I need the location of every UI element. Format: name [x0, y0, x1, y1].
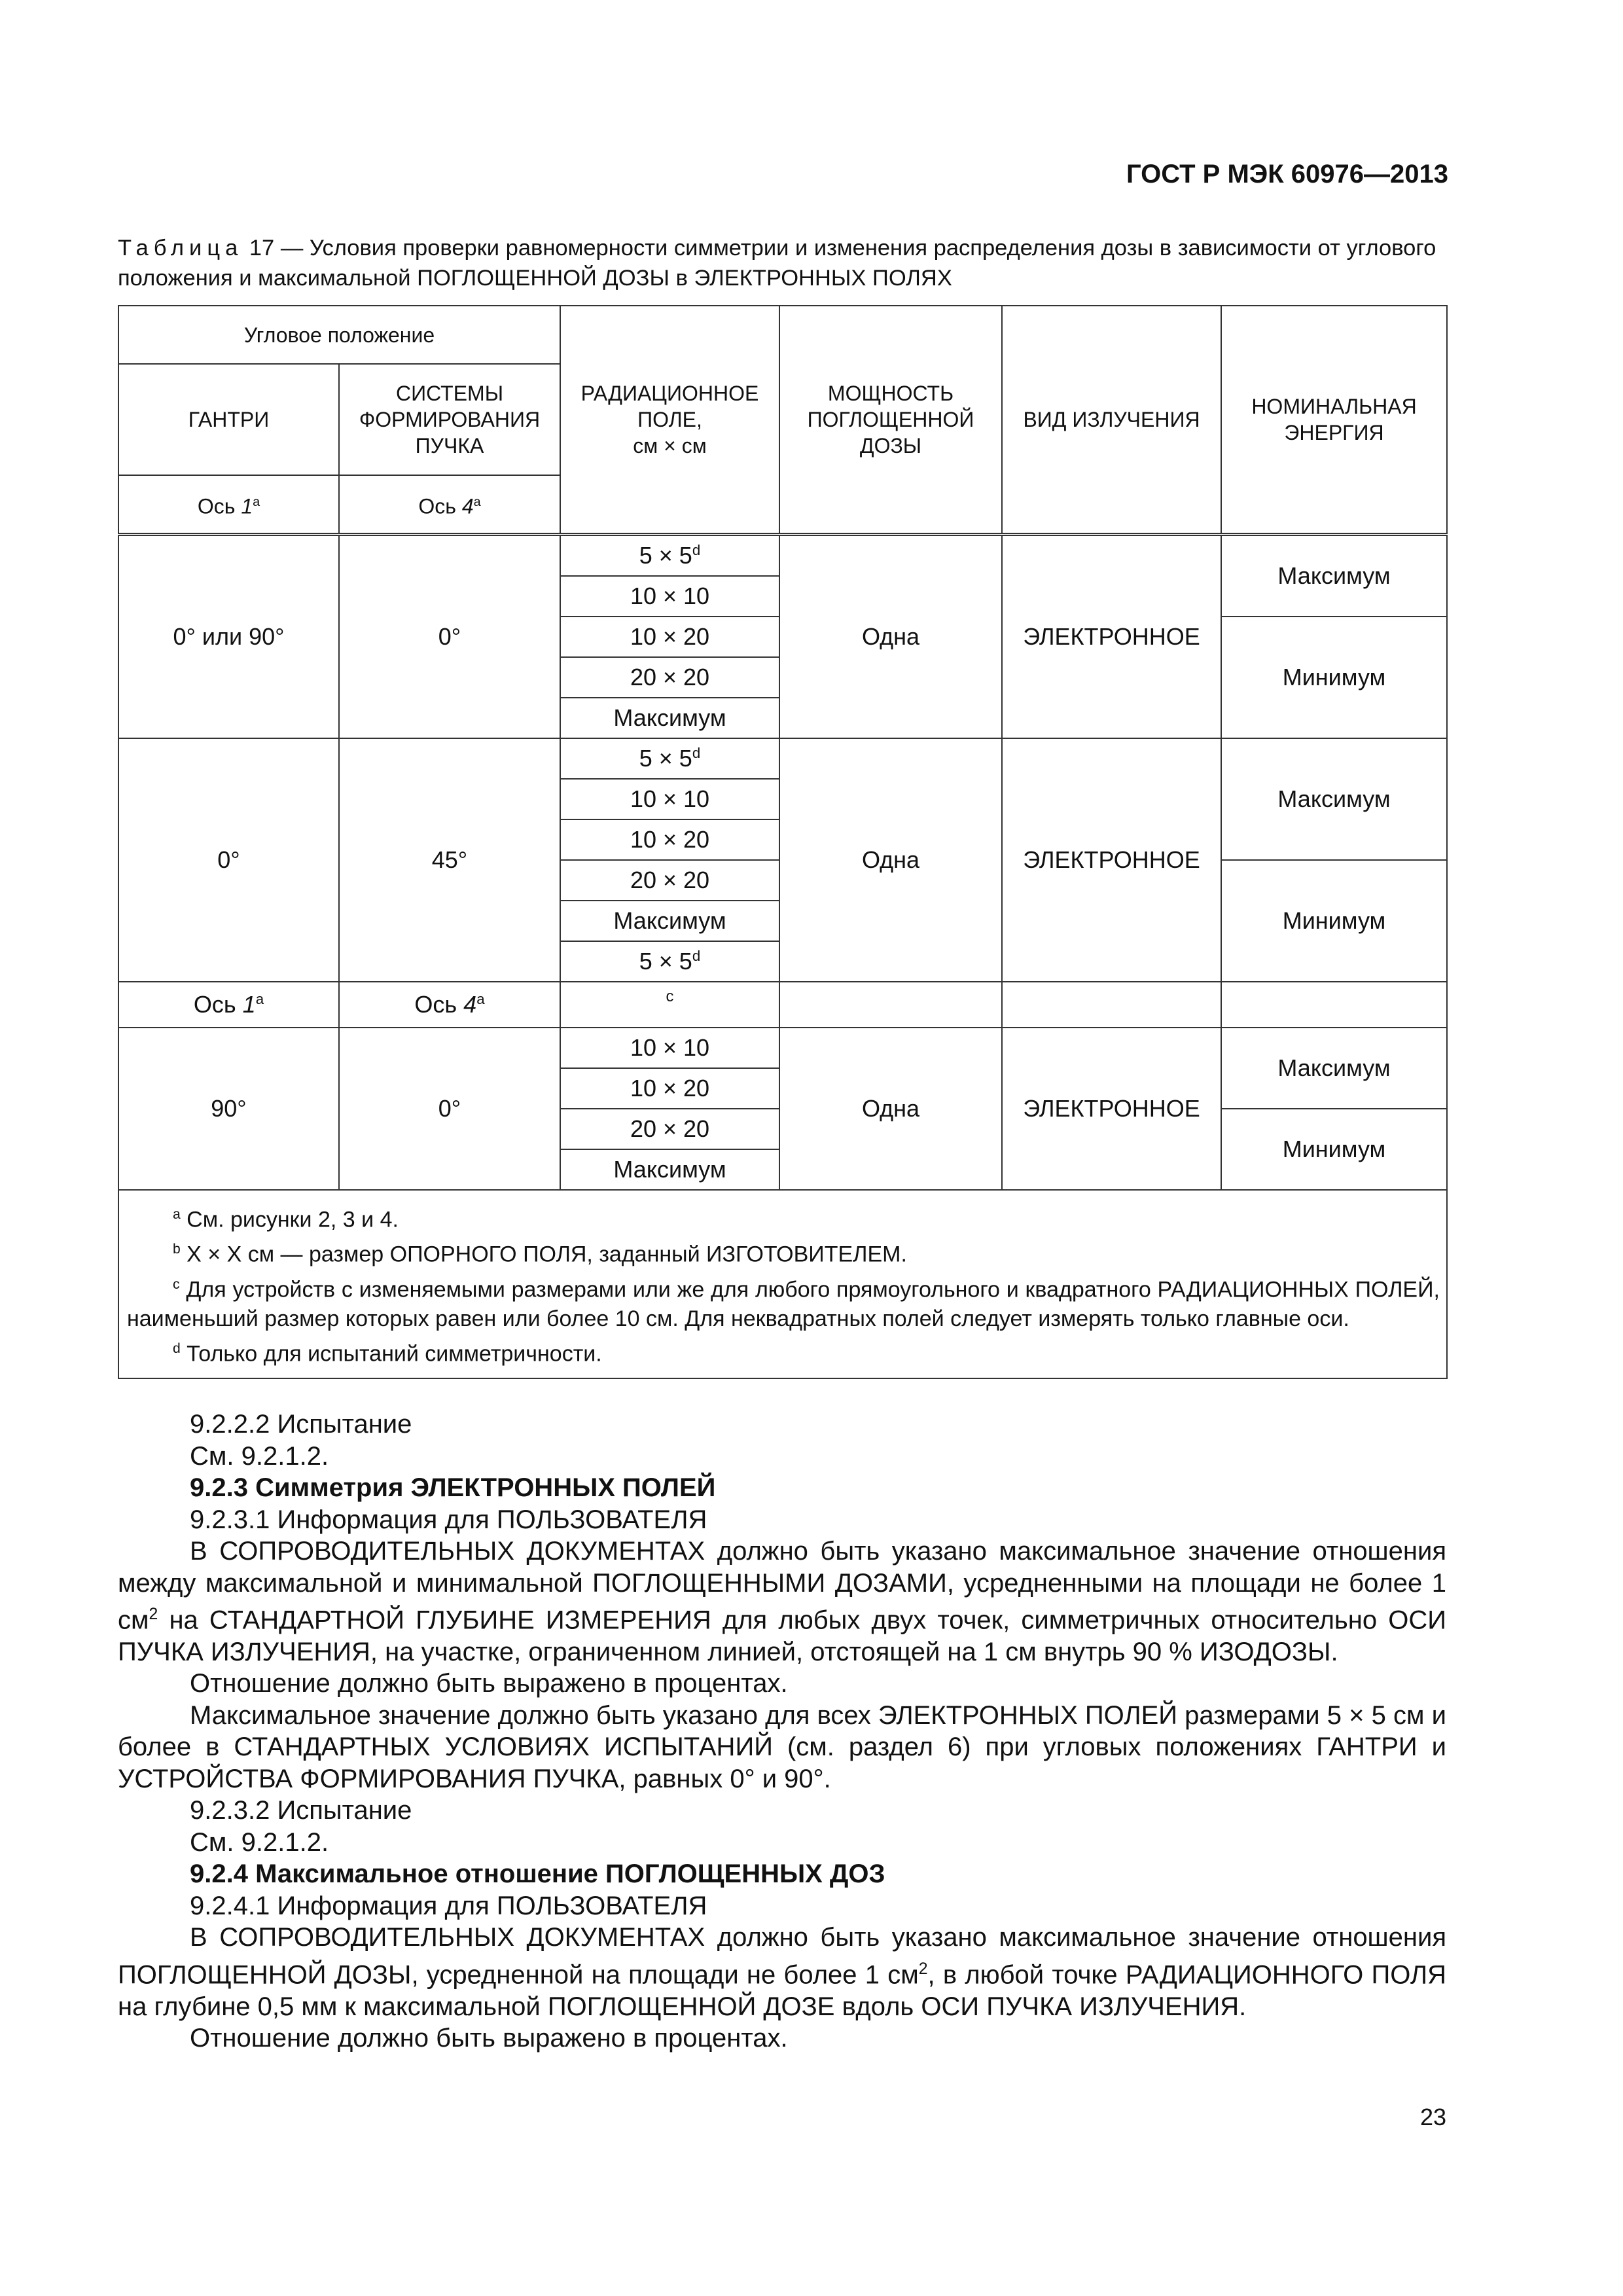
- gantry-cell: 0° или 90°: [118, 535, 339, 739]
- axis-number: 1: [241, 494, 253, 518]
- field-cell: Максимум: [560, 1149, 779, 1190]
- axis-label: Ось: [414, 991, 464, 1018]
- gantry-cell: 0°: [118, 738, 339, 982]
- header-gantry: ГАНТРИ: [118, 364, 339, 475]
- radiation-type-cell: ЭЛЕКТРОННОЕ: [1002, 535, 1221, 739]
- table-caption-text: 17 — Условия проверки равномерности симметрии и изменения распределения дозы в зависимости от углового положения и максимальной ПОГЛОЩЕННОЙ ДОЗЫ в ЭЛЕКТРОННЫХ ПОЛЯХ: [118, 236, 1436, 291]
- header-nominal-energy: НОМИНАЛЬНАЯ ЭНЕРГИЯ: [1221, 306, 1447, 535]
- field-cell: 20 × 20: [560, 860, 779, 901]
- field-cell: 10 × 10: [560, 779, 779, 819]
- footnote-mark: d: [692, 948, 701, 964]
- subsection-9-2-3-2: 9.2.3.2 Испытание: [190, 1796, 412, 1825]
- paragraph-text: на СТАНДАРТНОЙ ГЛУБИНЕ ИЗМЕРЕНИЯ для любых двух точек, симметричных относительно ОСИ ПУЧКА ИЗЛУЧЕНИЯ, на участке, ограниченном линией, отстоящей на 1 см внутрь 90 % ИЗОДОЗЫ.: [118, 1605, 1446, 1666]
- axis-label: Ось: [193, 991, 243, 1018]
- header-axis-4: [339, 475, 560, 535]
- table-caption: [118, 233, 1446, 293]
- subsection-9-2-3-1: 9.2.3.1 Информация для ПОЛЬЗОВАТЕЛЯ: [190, 1505, 707, 1534]
- subsection-9-2-4-1: 9.2.4.1 Информация для ПОЛЬЗОВАТЕЛЯ: [190, 1891, 707, 1920]
- beam-cell: 0°: [339, 1028, 560, 1190]
- see-reference: См. 9.2.1.2.: [190, 1441, 329, 1471]
- field-note-cell: c: [560, 982, 779, 1028]
- paragraph-text: В СОПРОВОДИТЕЛЬНЫХ ДОКУМЕНТАХ должно быть указано максимальное значение отношения между максимальной и минимальной ПОГЛОЩЕННЫМИ ДОЗАМИ, усредненными на площади не более 1 см: [118, 1537, 1446, 1635]
- empty-cell: [1221, 982, 1447, 1028]
- footnote: [127, 1234, 1440, 1269]
- energy-max-cell: Максимум: [1221, 535, 1447, 617]
- header-axis-1: [118, 475, 339, 535]
- footnote: [127, 1200, 1440, 1234]
- header-radiation-type: ВИД ИЗЛУЧЕНИЯ: [1002, 306, 1221, 535]
- footnote-text: Только для испытаний симметричности.: [180, 1341, 602, 1367]
- page-number: 23: [1419, 2104, 1446, 2130]
- superscript: 2: [149, 1605, 158, 1623]
- header-beam-system: СИСТЕМЫ ФОРМИРОВАНИЯ ПУЧКА: [339, 364, 560, 475]
- dose-rate-cell: Одна: [779, 535, 1002, 739]
- axis-1-cell: [118, 982, 339, 1028]
- header-field-units: см × см: [633, 434, 707, 457]
- header-radiation-field: [560, 306, 779, 535]
- empty-cell: [779, 982, 1002, 1028]
- paragraph: [118, 1922, 1446, 2022]
- field-cell: [560, 738, 779, 779]
- energy-max-cell: Максимум: [1221, 738, 1447, 860]
- superscript: 2: [918, 1960, 928, 1978]
- axis-number: 4: [463, 991, 477, 1018]
- paragraph: Максимальное значение должно быть указано для всех ЭЛЕКТРОННЫХ ПОЛЕЙ размерами 5 × 5 см и более в СТАНДАРТНЫХ УСЛОВИЯХ ИСПЫТАНИЙ (см. раздел 6) при угловых положениях ГАНТРИ и УСТРОЙСТВА ФОРМИРОВАНИЯ ПУЧКА, равных 0° и 90°.: [118, 1700, 1446, 1793]
- table-17: [118, 305, 1448, 1379]
- dose-rate-cell: Одна: [779, 1028, 1002, 1190]
- energy-min-cell: Минимум: [1221, 1109, 1447, 1190]
- field-cell: [560, 535, 779, 577]
- energy-max-cell: Максимум: [1221, 1028, 1447, 1109]
- field-cell: 10 × 10: [560, 1028, 779, 1068]
- paragraph-text: В СОПРОВОДИТЕЛЬНЫХ ДОКУМЕНТАХ должно быть указано максимальное значение отношения ПОГЛОЩЕННОЙ ДОЗЫ, усредненной на площади не более 1 см: [118, 1923, 1446, 1990]
- footnote-mark: а: [253, 495, 260, 510]
- paragraph: Отношение должно быть выражено в процентах.: [190, 2024, 788, 2053]
- field-cell: 10 × 20: [560, 1068, 779, 1109]
- field-size: 5 × 5: [639, 948, 692, 975]
- beam-cell: 0°: [339, 535, 560, 739]
- footnote-mark: d: [692, 745, 701, 761]
- footnote-mark: b: [173, 1242, 181, 1257]
- header-dose-rate: МОЩНОСТЬ ПОГЛОЩЕННОЙ ДОЗЫ: [779, 306, 1002, 535]
- energy-min-cell: Минимум: [1221, 860, 1447, 982]
- beam-cell: 45°: [339, 738, 560, 982]
- axis-4-cell: [339, 982, 560, 1028]
- field-size: 5 × 5: [639, 745, 692, 772]
- gantry-cell: 90°: [118, 1028, 339, 1190]
- field-cell: 10 × 20: [560, 617, 779, 657]
- footnote-text: См. рисунки 2, 3 и 4.: [180, 1207, 399, 1232]
- field-cell: [560, 941, 779, 982]
- footnote: [127, 1334, 1440, 1369]
- section-heading-9-2-3: 9.2.3 Симметрия ЭЛЕКТРОННЫХ ПОЛЕЙ: [190, 1473, 716, 1502]
- field-cell: 20 × 20: [560, 1109, 779, 1149]
- header-radiation-field-label: РАДИАЦИОННОЕ ПОЛЕ,: [580, 382, 759, 431]
- dose-rate-cell: Одна: [779, 738, 1002, 982]
- footnote-mark: а: [476, 991, 485, 1007]
- footnote-mark: а: [255, 991, 264, 1007]
- paragraph: [118, 1535, 1446, 1668]
- field-size: 5 × 5: [639, 542, 692, 569]
- subsection-9-2-2-2: 9.2.2.2 Испытание: [190, 1410, 412, 1439]
- body-text: [118, 1408, 1446, 2054]
- axis-number: 1: [242, 991, 256, 1018]
- footnote-mark: d: [692, 542, 701, 558]
- radiation-type-cell: ЭЛЕКТРОННОЕ: [1002, 1028, 1221, 1190]
- table-footnotes: [118, 1190, 1447, 1378]
- paragraph: Отношение должно быть выражено в процентах.: [190, 1669, 788, 1698]
- footnote: [127, 1270, 1440, 1334]
- footnote-mark: d: [173, 1340, 181, 1356]
- header-angular-position: Угловое положение: [118, 306, 560, 364]
- section-heading-9-2-4: 9.2.4 Максимальное отношение ПОГЛОЩЕННЫХ ДОЗ: [190, 1859, 885, 1889]
- paragraph-text: , в любой точке РАДИАЦИОННОГО ПОЛЯ на глубине 0,5 мм к максимальной ПОГЛОЩЕННОЙ ДОЗЕ вдоль ОСИ ПУЧКА ИЗЛУЧЕНИЯ.: [118, 1960, 1447, 2021]
- footnote-mark: c: [173, 1276, 180, 1292]
- document-code: ГОСТ Р МЭК 60976—2013: [1126, 160, 1448, 188]
- field-cell: Максимум: [560, 698, 779, 738]
- table-caption-label: Таблица: [118, 236, 243, 260]
- axis-label: Ось: [197, 494, 241, 518]
- footnote-text: Для устройств с изменяемыми размерами или же для любого прямоугольного и квадратного РАДИАЦИОННЫХ ПОЛЕЙ, наименьший размер которых равен или более 10 см. Для неквадратных полей следует измерять только главные оси.: [127, 1276, 1440, 1331]
- footnote-mark: a: [173, 1207, 181, 1222]
- footnote-mark: а: [473, 495, 481, 510]
- axis-label: Ось: [418, 494, 462, 518]
- footnote-text: X × X см — размер ОПОРНОГО ПОЛЯ, заданный ИЗГОТОВИТЕЛЕМ.: [180, 1242, 907, 1267]
- radiation-type-cell: ЭЛЕКТРОННОЕ: [1002, 738, 1221, 982]
- field-cell: 10 × 10: [560, 576, 779, 617]
- field-cell: 20 × 20: [560, 657, 779, 698]
- empty-cell: [1002, 982, 1221, 1028]
- energy-min-cell: Минимум: [1221, 617, 1447, 738]
- see-reference: См. 9.2.1.2.: [190, 1827, 329, 1857]
- axis-number: 4: [461, 494, 474, 518]
- field-cell: Максимум: [560, 901, 779, 941]
- field-cell: 10 × 20: [560, 819, 779, 860]
